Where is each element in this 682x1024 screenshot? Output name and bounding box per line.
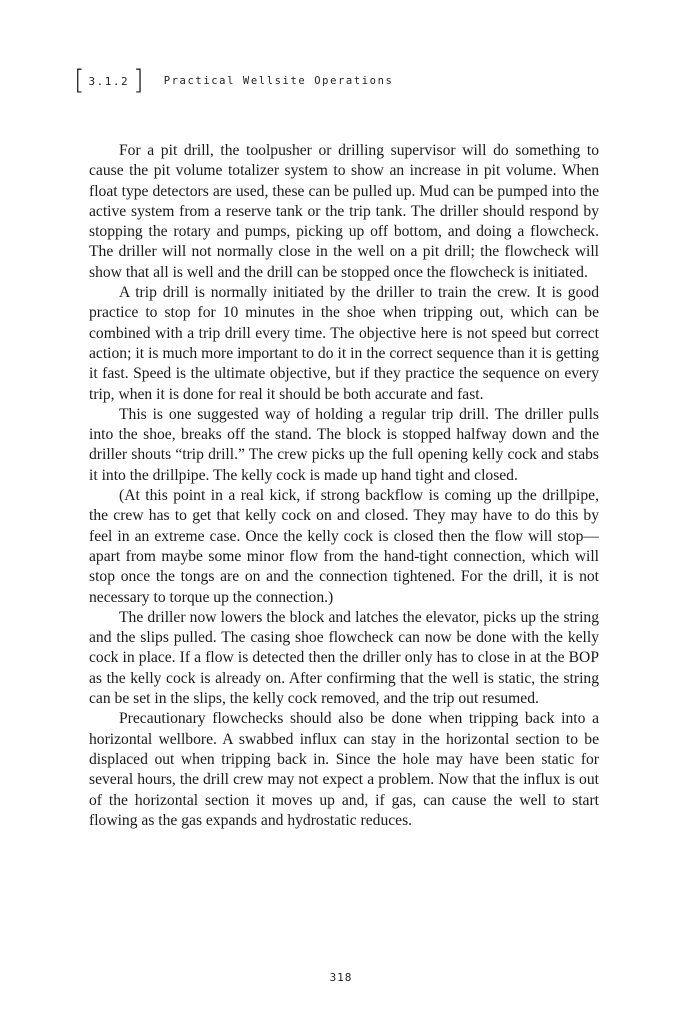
header-bracket-open: [ [74,65,85,96]
body-text [89,141,599,831]
paragraph-pit-drill: For a pit drill, the toolpusher or drilling supervisor will do something to cause the pit volume totalizer system to show an increase in pit volume. When float type detectors are used, these can be pulled up. Mud can be pumped into the active system from a reserve tank or the trip tank. The driller should respond by stopping the rotary and pumps, picking up off bottom, and doing a flowcheck. The driller will not normally close in the well on a pit drill; the flowcheck will show that all is well and the drill can be stopped once the flowcheck is initiated. [89,142,599,281]
page-number: 318 [329,971,353,984]
paragraph-lower-block: The driller now lowers the block and latches the elevator, picks up the string and the slips pulled. The casing shoe flowcheck can now be done with the kelly cock in place. If a flow is detected then the driller only has to close in at the BOP as the kelly cock is already on. After confirming that the well is static, the string can be set in the slips, the kelly cock removed, and the trip out resumed. [89,608,599,708]
section-number: 3.1.2 [88,74,130,88]
header-bracket-close: ] [133,65,144,96]
paragraph-precautionary-flowchecks: Precautionary flowchecks should also be done when tripping back into a horizontal wellbore. A swabbed influx can stay in the horizontal section to be displaced out when tripping back in. Since the hole may have been static for several hours, the drill crew may not expect a problem. Now that the influx is out of the horizontal section it moves up and, if gas, can cause the well to start flowing as the gas expands and hydrostatic reduces. [89,710,599,829]
paragraph-real-kick: (At this point in a real kick, if strong backflow is coming up the drillpipe, the crew has to get that kelly cock on and closed. They may have to do this by feel in an extreme case. Once the kelly cock is closed then the flow will stop—apart from maybe some minor flow from the hand-tight connection, which will stop once the tongs are on and the connection tightened. For the drill, it is not necessary to torque up the connection.) [89,487,599,606]
paragraph-trip-drill: A trip drill is normally initiated by the driller to train the crew. It is good practice to stop for 10 minutes in the shoe when tripping out, which can be combined with a trip drill every time. The objective here is not speed but correct action; it is much more important to do it in the correct sequence than it is getting it fast. Speed is the ultimate objective, but if they practice the sequence on every trip, when it is done for real it should be both accurate and fast. [89,284,599,403]
running-header [74,66,393,96]
running-title: Practical Wellsite Operations [163,75,394,87]
paragraph-suggested-way: This is one suggested way of holding a regular trip drill. The driller pulls into the shoe, breaks off the stand. The block is stopped halfway down and the driller shouts “trip drill.” The crew picks up the full opening kelly cock and stabs it into the drillpipe. The kelly cock is made up hand tight and closed. [89,405,599,484]
